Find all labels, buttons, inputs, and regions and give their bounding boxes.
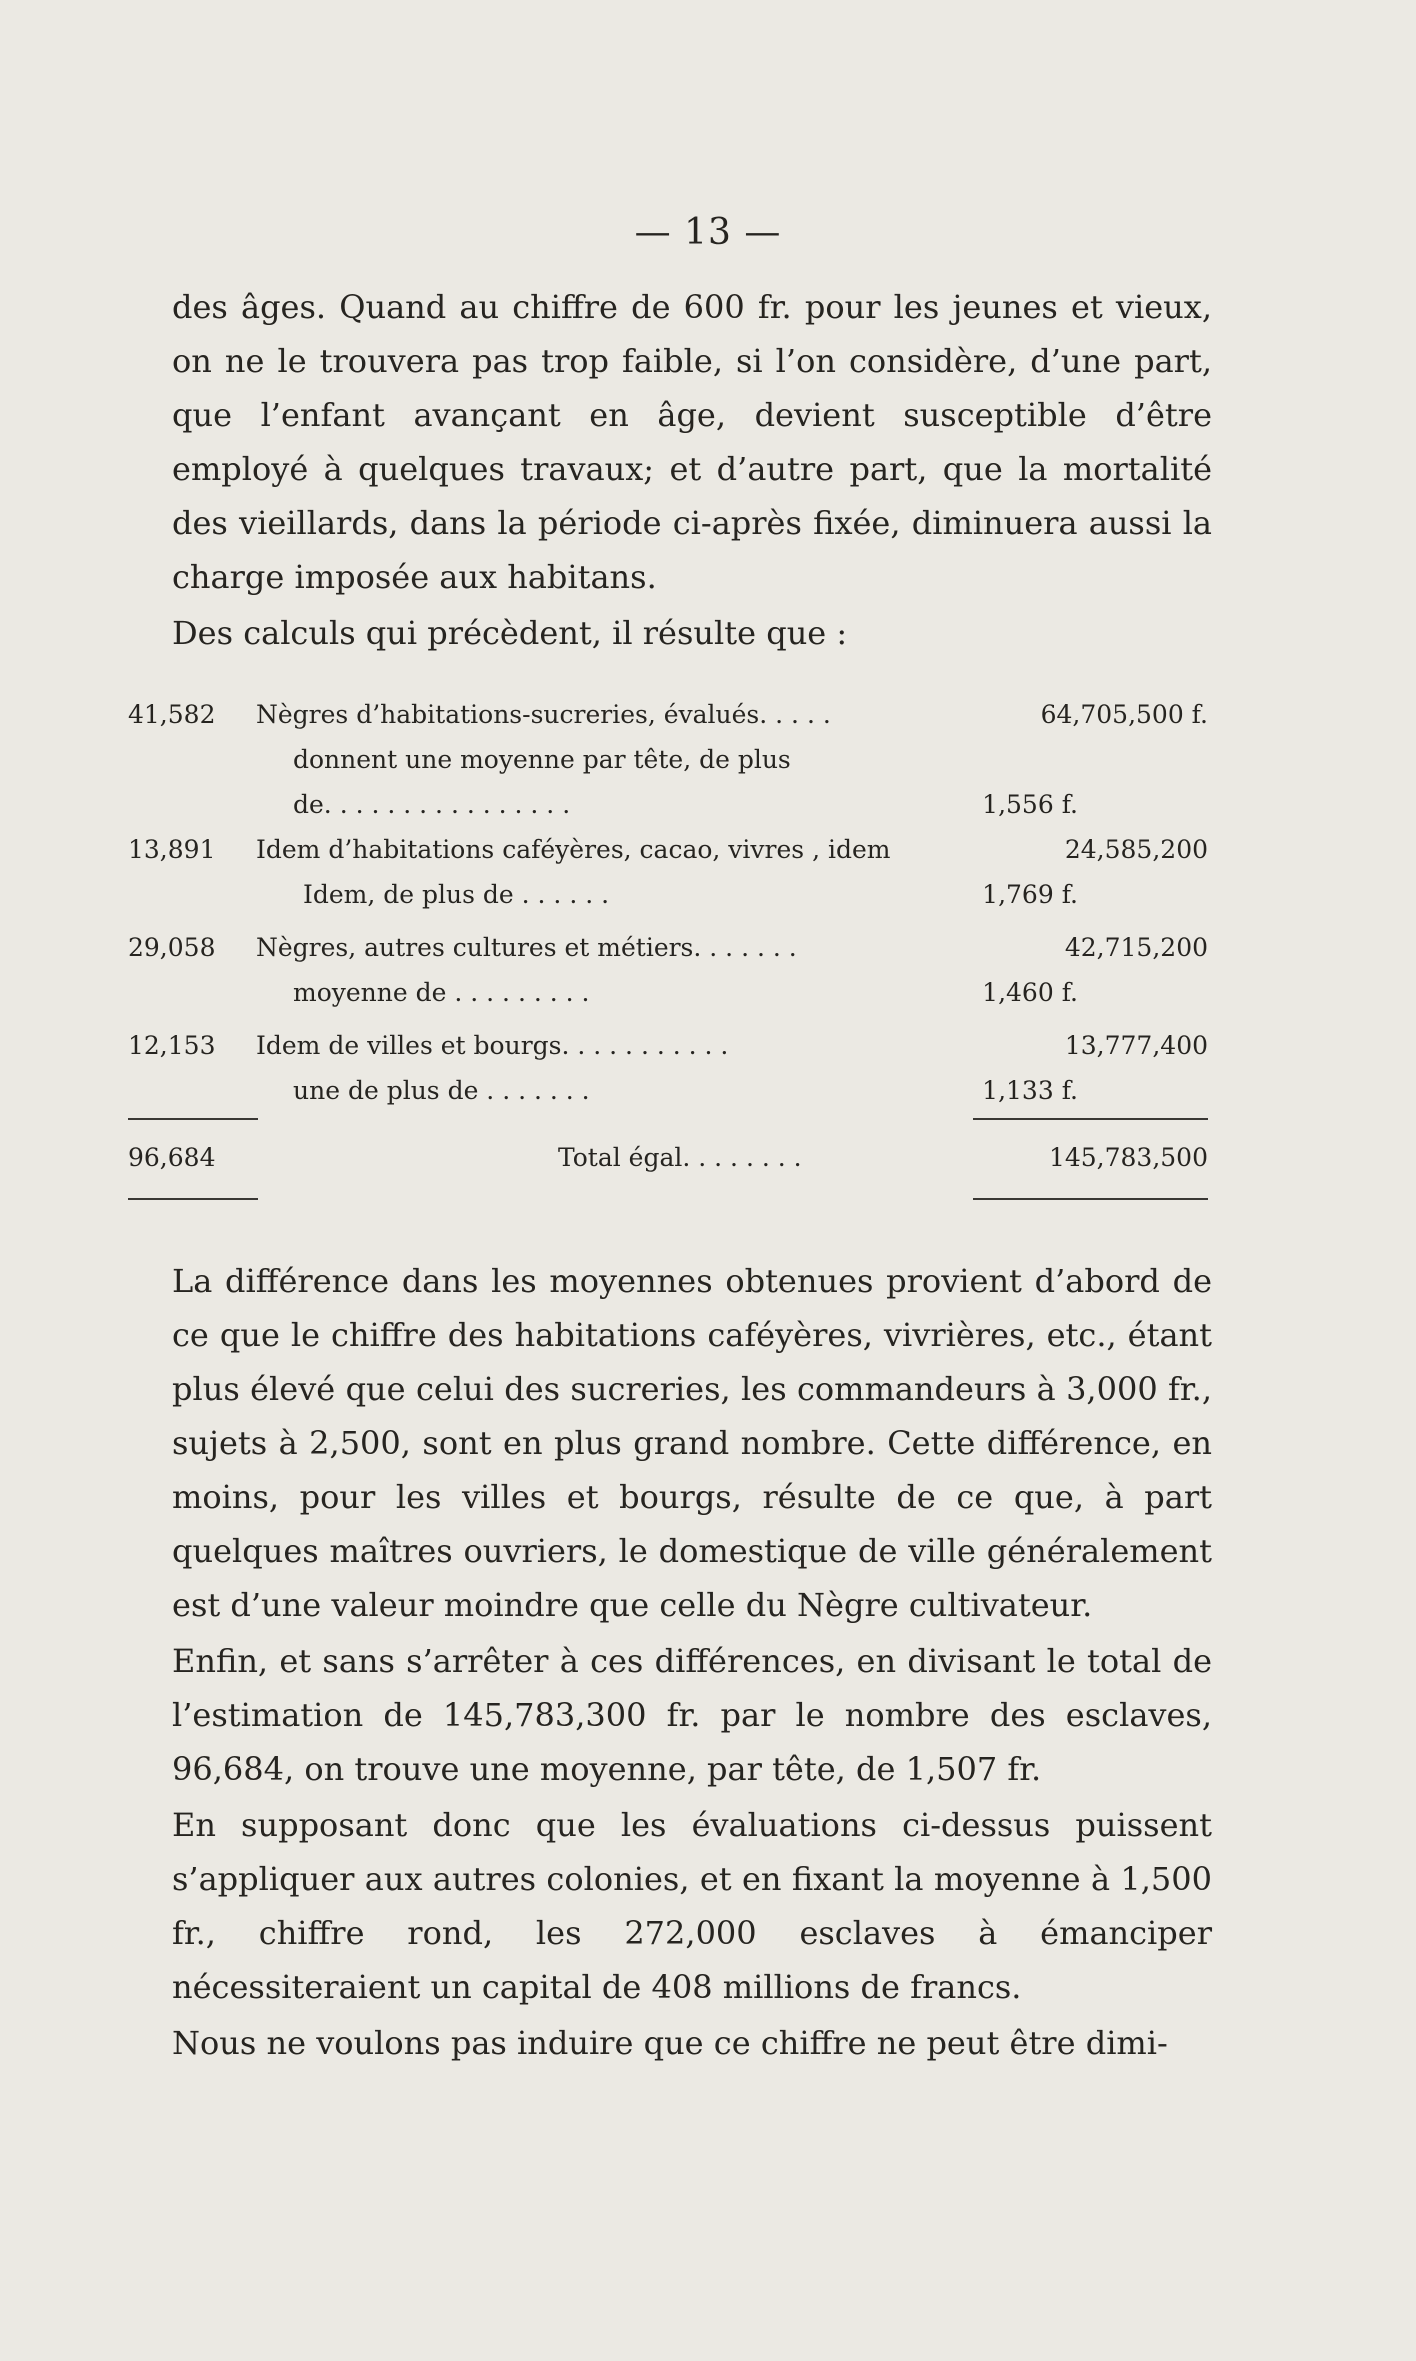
paragraph: La différence dans les moyennes obtenues provient d’abord de ce que le chiffre des habitations caféyères, vivrières, etc., étant plus élevé que celui des sucreries, les commandeurs à 3,000 fr., sujets à 2,500, sont en plus grand nombre. Cette différence, en moins, pour les villes et bourgs, résulte de ce que, à part quelques maîtres ouvriers, le domestique de ville généralement est d’une valeur moindre que celle du Nègre cultivateur. xyxy=(172,1262,1212,1624)
ledger-avg-label: donnent une moyenne par tête, de plus xyxy=(293,745,791,774)
ledger-row xyxy=(128,700,1218,745)
ledger-total-label: Total égal. . . . . . . . xyxy=(558,1143,802,1172)
ledger-amount: 42,715,200 xyxy=(1064,933,1208,962)
ledger-count: 29,058 xyxy=(128,933,216,962)
ledger-rule xyxy=(973,1198,1208,1200)
ledger-total-amount: 145,783,500 xyxy=(1048,1143,1208,1172)
ledger-rule xyxy=(973,1118,1208,1120)
page-number: — 13 — xyxy=(634,212,782,253)
paragraph: des âges. Quand au chiffre de 600 fr. pour les jeunes et vieux, on ne le trouvera pas trop faible, si l’on considère, d’une part, que l’enfant avançant en âge, devient susceptible d’être employé à quelques travaux; et d’autre part, que la mortalité des vieillards, dans la période ci-après fixée, diminuera aussi la charge imposée aux habitans. xyxy=(172,288,1212,596)
ledger-avg-label: moyenne de . . . . . . . . . xyxy=(293,978,590,1007)
ledger-subrow xyxy=(128,790,1218,835)
ledger-avg: 1,133 f. xyxy=(982,1076,1078,1105)
ledger-avg: 1,556 f. xyxy=(982,790,1078,819)
ledger-avg-label: Idem, de plus de . . . . . . xyxy=(303,880,610,909)
ledger-row xyxy=(128,835,1218,880)
ledger-label: Nègres d’habitations-sucreries, évalués. . . . . xyxy=(256,700,831,729)
ledger-count: 13,891 xyxy=(128,835,216,864)
paragraph: En supposant donc que les évaluations ci-dessus puissent s’appliquer aux autres colonies, et en fixant la moyenne à 1,500 fr., chiffre rond, les 272,000 esclaves à émanciper nécessiteraient un capital de 408 millions de francs. xyxy=(172,1806,1212,2006)
ledger-total-count: 96,684 xyxy=(128,1143,216,1172)
ledger-amount: 24,585,200 xyxy=(1064,835,1208,864)
ledger-subrow xyxy=(128,880,1218,925)
paragraph: Enfin, et sans s’arrêter à ces différences, en divisant le total de l’estimation de 145,783,300 fr. par le nombre des esclaves, 96,684, on trouve une moyenne, par tête, de 1,507 fr. xyxy=(172,1642,1212,1788)
ledger-subrow xyxy=(128,745,1218,790)
ledger-subrow xyxy=(128,978,1218,1023)
ledger-count: 41,582 xyxy=(128,700,216,729)
ledger-avg: 1,769 f. xyxy=(982,880,1078,909)
paragraph: Nous ne voulons pas induire que ce chiffre ne peut être dimi- xyxy=(172,2024,1168,2062)
paragraph: Des calculs qui précèdent, il résulte que : xyxy=(172,614,848,652)
ledger-avg-label: de. . . . . . . . . . . . . . . . xyxy=(293,790,571,819)
ledger-amount: 13,777,400 xyxy=(1064,1031,1208,1060)
ledger-avg-label: une de plus de . . . . . . . xyxy=(293,1076,590,1105)
ledger-label: Idem d’habitations caféyères, cacao, vivres , idem xyxy=(256,835,891,864)
ledger-amount: 64,705,500 f. xyxy=(1040,700,1208,729)
ledger-row xyxy=(128,1031,1218,1076)
text-block-top xyxy=(172,280,1212,660)
ledger-row xyxy=(128,933,1218,978)
ledger-count: 12,153 xyxy=(128,1031,216,1060)
ledger-label: Idem de villes et bourgs. . . . . . . . . . . xyxy=(256,1031,729,1060)
ledger-rule xyxy=(128,1198,258,1200)
text-block-bottom xyxy=(172,1254,1212,2070)
ledger-label: Nègres, autres cultures et métiers. . . . . . . xyxy=(256,933,797,962)
ledger-rule xyxy=(128,1118,258,1120)
ledger-table xyxy=(128,700,1218,1188)
ledger-subrow xyxy=(128,1076,1218,1121)
ledger-avg: 1,460 f. xyxy=(982,978,1078,1007)
ledger-total-row xyxy=(128,1143,1218,1188)
